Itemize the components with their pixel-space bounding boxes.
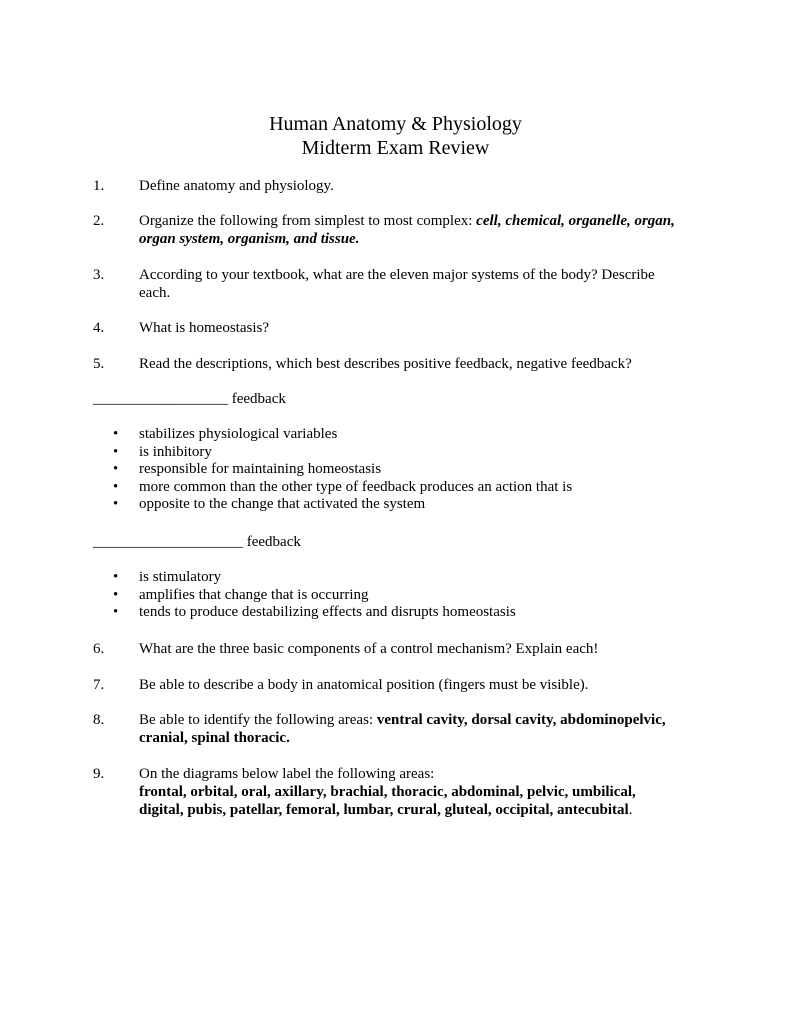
question-line: each.	[139, 285, 171, 301]
question-number: 5.	[93, 356, 105, 372]
bullet-icon: •	[113, 586, 119, 603]
question-line: According to your textbook, what are the eleven major systems of the body? Describe	[139, 267, 655, 283]
answer-blank: __________________	[93, 391, 228, 407]
question-prompt: Organize the following from simplest to most complex:	[139, 213, 477, 229]
emphasized-terms: organ system, organism, and tissue.	[139, 231, 360, 247]
question-text	[139, 711, 713, 747]
bullet-text: responsible for maintaining homeostasis	[139, 461, 382, 478]
feedback-label: feedback	[243, 534, 301, 550]
bullet-text: is stimulatory	[139, 569, 222, 585]
list-item	[113, 569, 516, 587]
list-item	[113, 426, 572, 444]
question-number: 2.	[93, 213, 105, 229]
question-number: 1.	[93, 178, 105, 194]
page-subtitle: Midterm Exam Review	[301, 137, 490, 159]
list-item	[113, 461, 572, 479]
bullet-icon: •	[113, 496, 119, 513]
question-3	[93, 266, 733, 302]
feedback-bullet-list	[113, 569, 516, 622]
bullet-text: tends to produce destabilizing effects and disrupts homeostasis	[139, 604, 516, 621]
bullet-text: is inhibitory	[139, 443, 212, 460]
bullet-icon: •	[113, 426, 119, 442]
question-number: 7.	[93, 677, 105, 693]
bullet-text: stabilizes physiological variables	[139, 426, 338, 442]
question-text: Be able to describe a body in anatomical position (fingers must be visible).	[139, 677, 589, 693]
question-number: 6.	[93, 641, 105, 657]
emphasized-terms: cell, chemical, organelle, organ,	[476, 213, 675, 229]
question-6	[93, 640, 713, 658]
question-text: What are the three basic components of a control mechanism? Explain each!	[139, 641, 599, 657]
feedback-blank-line	[93, 533, 301, 551]
bullet-icon: •	[113, 461, 119, 478]
question-number: 3.	[93, 267, 105, 283]
question-text: Read the descriptions, which best describes positive feedback, negative feedback?	[139, 356, 632, 372]
question-7	[93, 676, 713, 694]
question-2	[93, 212, 713, 248]
feedback-label: feedback	[228, 391, 286, 407]
question-number: 9.	[93, 766, 105, 782]
feedback-bullet-list	[113, 426, 572, 514]
list-item	[113, 587, 516, 605]
question-text	[139, 266, 733, 302]
page-title: Human Anatomy & Physiology	[269, 113, 522, 135]
bullet-icon: •	[113, 604, 119, 621]
question-prompt: Be able to identify the following areas:	[139, 712, 377, 728]
feedback-blank-line	[93, 390, 286, 408]
bullet-icon: •	[113, 569, 119, 585]
question-text: What is homeostasis?	[139, 320, 269, 336]
question-4	[93, 319, 713, 337]
question-text	[139, 765, 733, 819]
answer-blank: ____________________	[93, 534, 243, 550]
list-item	[113, 444, 572, 462]
question-text: Define anatomy and physiology.	[139, 178, 334, 194]
question-9	[93, 765, 733, 819]
emphasized-terms: digital, pubis, patellar, femoral, lumbar, crural, gluteal, occipital, antecubital	[139, 802, 629, 818]
question-text	[139, 212, 713, 248]
bullet-text: more common than the other type of feedback produces an action that is	[139, 478, 573, 495]
bullet-text: amplifies that change that is occurring	[139, 586, 369, 603]
question-8	[93, 711, 713, 747]
emphasized-terms: ventral cavity, dorsal cavity, abdominopelvic,	[376, 712, 666, 728]
bullet-icon: •	[113, 443, 119, 460]
question-number: 4.	[93, 320, 105, 336]
question-5	[93, 355, 733, 373]
bullet-text: opposite to the change that activated the system	[139, 496, 426, 513]
bullet-icon: •	[113, 478, 119, 495]
list-item	[113, 496, 572, 514]
question-number: 8.	[93, 712, 105, 728]
emphasized-terms: cranial, spinal thoracic.	[139, 730, 290, 746]
list-item	[113, 604, 516, 622]
emphasized-terms: frontal, orbital, oral, axillary, brachial, thoracic, abdominal, pelvic, umbilical,	[139, 784, 636, 800]
list-item	[113, 479, 572, 497]
question-1	[93, 177, 713, 195]
question-prompt: On the diagrams below label the following areas:	[139, 766, 435, 782]
end-punctuation: .	[628, 802, 633, 818]
